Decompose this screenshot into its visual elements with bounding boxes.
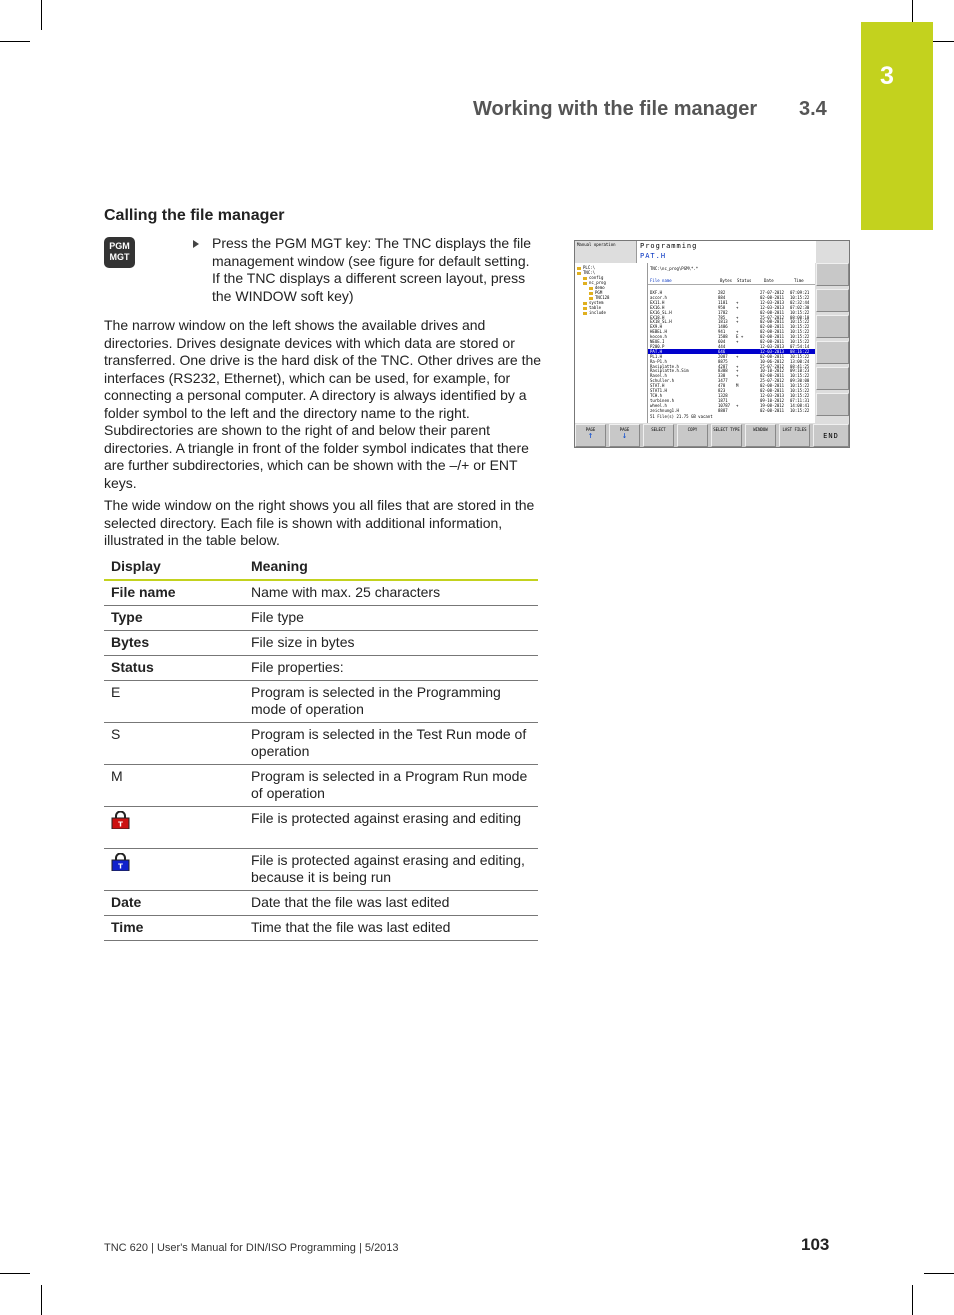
file-date: 02-08-2011 [760,383,785,389]
table-header-row [104,556,538,581]
file-status: + [736,339,739,344]
vertical-softkey [816,393,849,416]
file-time: 14:08:41 [790,402,810,408]
table-cell-meaning: File type [251,609,304,625]
file-name: PL1.H [650,353,663,359]
directory-name: TNC128 [595,295,610,300]
file-name: zeichnung1.H [650,407,679,413]
blue-lock-icon [111,853,130,871]
file-header-status: Status [737,278,752,283]
file-status: E + [736,334,744,340]
crop-mark [0,41,30,42]
file-bytes: 1328 [718,392,728,398]
file-name: Rasiplatte.h.Sim [650,368,689,374]
arrow-up-icon: ↑ [587,431,594,441]
vertical-softkey [816,263,849,286]
softkey-label: LAST FILES [782,427,807,432]
file-bytes: 478 [718,383,726,389]
table-row [104,606,538,631]
table-cell-display: E [111,684,121,700]
crop-mark [41,0,42,30]
table-cell-meaning: Time that the file was last edited [251,919,451,935]
file-time: 07:54:14 [790,343,810,349]
running-header-section-number: 3.4 [799,98,827,120]
softkey-label: PAGE [585,427,596,432]
file-date: 02-08-2011 [760,388,785,393]
table-row [104,849,538,891]
table-cell-display: M [111,768,123,784]
file-bytes: 1782 [718,309,728,315]
file-time: 13:00:24 [790,358,810,364]
file-date: 12-03-2013 [760,343,785,349]
table-row [104,916,538,941]
directory-name: nc_prog [589,280,606,285]
file-bytes: 282 [718,290,726,295]
svg-text:T: T [118,862,123,871]
table-row [104,891,538,916]
softkey-label: WINDOW [753,427,768,432]
table-row [104,631,538,656]
file-date: 09-10-2012 [760,397,785,403]
screenshot-program-file: PAT.H [640,252,667,260]
file-bytes: 1871 [718,397,728,403]
file-status: + [736,402,739,408]
table-row [104,807,538,849]
file-bytes: 444 [718,343,726,349]
softkey-label: COPY [687,427,698,432]
file-bytes: 8388 [718,368,728,374]
table-cell-display: Type [111,609,143,625]
file-name: EX16_SL.H [650,309,672,315]
file-name: EX11.H [650,299,665,305]
file-status: + [736,314,739,320]
file-date: 02-08-2011 [760,319,785,325]
file-date: 02-08-2011 [760,294,785,300]
file-bytes: 4287 [718,363,728,369]
file-bytes: 8887 [718,407,728,413]
directory-name: table [589,305,602,310]
screenshot-path: TNC:\nc_prog\PGM\*.* [650,266,699,271]
file-time: 09:30:00 [790,378,810,384]
file-date: 02-08-2011 [760,407,785,413]
file-bytes: 604 [718,339,726,344]
file-time: 10:15:22 [790,334,810,340]
crop-mark [924,1273,954,1274]
file-name: EX9.H [650,324,663,330]
file-status: + [736,363,739,369]
table-cell-meaning: Program is selected in the Programming mode of operation [251,684,501,717]
table-row [104,765,538,807]
svg-text:T: T [118,820,123,829]
folder-icon [577,272,581,275]
file-date: 12-03-2013 [760,392,785,398]
file-date: 25-07-2012 [760,378,785,384]
file-name: EX18.H [650,314,665,320]
file-name: turbinen.h [650,397,675,403]
folder-icon [583,282,587,285]
file-name: P200.P [650,343,665,349]
file-name: DXF.H [650,290,663,295]
screenshot-mode-label: Manual operation [577,242,616,247]
file-time: 10:15:22 [790,339,810,344]
file-date: 02-08-2011 [760,334,785,340]
file-time: 10:15:22 [790,407,810,413]
file-status: + [736,353,739,359]
screenshot-program-header [636,241,816,263]
bullet-instruction: Press the PGM MGT key: The TNC displays the file management window (see figure for default setting. If the TNC displays a different screen layout, press the WINDOW soft key) [212,235,531,304]
file-row[interactable] [648,408,815,413]
file-time: 10:15:22 [790,319,810,325]
file-status: + [736,373,739,379]
file-bytes: 785 [718,314,726,320]
table-row [104,681,538,723]
table-row [104,581,538,606]
file-time: 08:16:22 [790,348,810,354]
crop-mark [912,0,913,22]
file-status: + [736,329,739,335]
table-header-display: Display [111,558,161,574]
softkey-label: SELECT TYPE [713,427,740,432]
directory-name: PLC:\ [583,265,596,270]
crop-mark [41,1285,42,1315]
pgm-mgt-key-icon [104,237,135,268]
table-cell-meaning: Program is selected in a Program Run mode of operation [251,768,528,801]
key-label-line2: MGT [109,252,130,262]
table-cell-meaning: File is protected against erasing and editing [251,810,522,826]
file-name: accor.h [650,294,667,300]
file-status: M [736,383,739,389]
file-bytes: 884 [718,294,726,300]
file-date: 02-08-2011 [760,324,785,330]
softkey-copy[interactable] [677,424,708,447]
paragraph-drives: The narrow window on the left shows the available drives and directories. Drives designate devices with which data are stored or transferred. One drive is the hard disk of the TNC. Other drives are the interfaces (RS232, Ethernet), which can be used, for example, for connecting a personal computer. A directory is always identified by a folder symbol to the left and the directory name to the right. Subdirectories are shown to the right of and below their parent directories. A triangle in front of the folder symbol indicates that there are further subdirectories, which can be shown with the –/+ or ENT keys. [104,317,542,491]
file-time: 10:15:22 [790,373,810,379]
screenshot-directory-tree [575,263,648,423]
table-cell-meaning: Date that the file was last edited [251,894,450,910]
file-bytes: 8875 [718,358,728,364]
softkey-window[interactable] [745,424,776,447]
file-bytes: 338 [718,373,726,379]
table-cell-display: Date [111,894,142,910]
screenshot-file-header [648,276,815,285]
table-header-meaning: Meaning [251,558,308,574]
file-name: Rasiplatte.h [650,363,679,369]
file-time: 07:11:31 [790,397,810,403]
file-date: 12-03-2013 [760,348,785,354]
file-name: STAT1.H [650,388,667,393]
crop-mark [0,1273,30,1274]
softkey-last-files[interactable] [779,424,810,447]
directory-name: demo [595,285,605,290]
file-date: 02-08-2011 [760,353,785,359]
file-bytes: 1486 [718,324,728,330]
file-bytes: 1588 [718,334,728,340]
softkey-label: PAGE [619,427,630,432]
running-header-title: Working with the file manager [473,98,758,120]
file-date: 10-10-2012 [760,368,785,374]
file-name: kocon.h [650,334,667,340]
vertical-softkey [816,341,849,364]
file-date: 02-08-2011 [760,373,785,379]
directory-name: include [589,310,606,315]
file-date: 27-07-2012 [760,290,785,295]
table-cell-display: Time [111,919,144,935]
arrow-down-icon: ↓ [621,431,628,441]
table-cell-display: Bytes [111,634,150,650]
file-time: 08:41:25 [790,363,810,369]
table-cell-meaning: Program is selected in the Test Run mode of operation [251,726,527,759]
file-time: 10:15:22 [790,329,810,335]
file-time: 10:15:22 [790,383,810,389]
folder-icon [583,312,587,315]
file-time: 10:15:22 [790,388,810,393]
section-title: Calling the file manager [104,207,285,224]
directory-name: PGM [595,290,603,295]
table-cell-display: Status [111,659,154,675]
file-date: 02-08-2011 [760,309,785,315]
directory-name: TNC:\ [583,270,596,275]
file-time: 02:32:44 [790,299,810,305]
file-name: TCH.h [650,392,663,398]
file-name: HEBEL.H [650,329,667,335]
file-date: 12-03-2013 [760,304,785,310]
vertical-softkey [816,315,849,338]
table-cell-display: S [111,726,121,742]
softkey-page[interactable] [575,424,606,447]
softkey-end[interactable] [813,424,849,447]
table-cell-display: File name [111,584,176,600]
chapter-number: 3 [880,62,894,90]
file-name: PAT.H [650,348,663,354]
file-header-name: File name [650,278,672,283]
file-status: + [736,304,739,310]
file-name: NEUE.I [650,339,665,344]
file-bytes: 1181 [718,299,728,305]
vertical-softkey [816,289,849,312]
screenshot-vertical-softkeys [816,263,849,423]
file-bytes: 958 [718,304,726,310]
vertical-softkey [816,367,849,390]
file-name: STAT.H [650,383,665,389]
table-cell-meaning: Name with max. 25 characters [251,584,441,600]
table-cell-meaning: File is protected against erasing and editing, because it is being run [251,852,525,885]
file-name: wheel.h [650,402,667,408]
file-time: 07:09:21 [790,290,810,295]
table-row [104,656,538,681]
file-time: 07:02:30 [790,304,810,310]
table-row [104,723,538,765]
file-date: 02-08-2011 [760,329,785,335]
file-header-bytes: Bytes [720,278,733,283]
directory-tree-item[interactable] [583,310,606,315]
file-date: 25-07-2012 [760,314,785,320]
file-header-date: Date [764,278,774,283]
file-time: 08:00:10 [790,314,810,320]
file-status: + [736,368,739,374]
chapter-tab [861,22,933,230]
file-bytes: 646 [718,348,726,354]
red-lock-icon [111,811,130,829]
file-date: 02-08-2011 [760,339,785,344]
file-date: 25-07-2012 [760,363,785,369]
paragraph-files: The wide window on the right shows you all files that are stored in the selected directory. Each file is shown with additional information, illustrated in the table below. [104,497,535,548]
softkey-label: SELECT [651,427,666,432]
screenshot-file-count: 51 File(s) 21.75 GB vacant [650,414,713,419]
file-bytes: 10787 [718,402,731,408]
file-header-time: Time [794,278,804,283]
file-time: 09:10:23 [790,368,810,374]
file-bytes: 2087 [718,353,728,359]
file-time: 10:15:22 [790,324,810,330]
file-date: 10-06-2012 [760,358,785,364]
file-name: EX18_SL.H [650,319,672,325]
softkey-select-type[interactable] [711,424,742,447]
file-status: + [736,319,739,325]
directory-name: system [589,300,604,305]
softkey-label: END [823,432,839,440]
softkey-select[interactable] [643,424,674,447]
screenshot-file-list [648,263,815,423]
file-date: 19-08-2012 [760,402,785,408]
screenshot-program-title: Programming [640,242,698,250]
file-bytes: 823 [718,388,726,393]
file-name: Rasel.h [650,373,667,379]
file-bytes: 3477 [718,378,728,384]
directory-name: config [589,275,604,280]
page-number: 103 [801,1235,830,1254]
softkey-page[interactable] [609,424,640,447]
file-time: 10:15:22 [790,294,810,300]
table-cell-meaning: File properties: [251,659,344,675]
file-time: 10:15:22 [790,392,810,398]
crop-mark [912,1285,913,1315]
file-status: + [736,299,739,305]
screenshot-softkey-bar [575,424,849,447]
file-date: 12-03-2013 [760,299,785,305]
file-time: 10:15:22 [790,353,810,359]
file-bytes: 941 [718,329,726,335]
bullet-triangle-icon [193,240,199,248]
file-bytes: 1813 [718,319,728,325]
file-manager-screenshot [574,240,850,448]
file-name: Schuller.h [650,378,675,384]
file-name: Ra-P1.h [650,358,667,364]
table-cell-meaning: File size in bytes [251,634,355,650]
file-time: 10:15:22 [790,309,810,315]
key-label-line1: PGM [109,241,130,251]
page-footer-text: TNC 620 | User's Manual for DIN/ISO Programming | 5/2013 [104,1242,399,1254]
file-name: EX16.H [650,304,665,310]
